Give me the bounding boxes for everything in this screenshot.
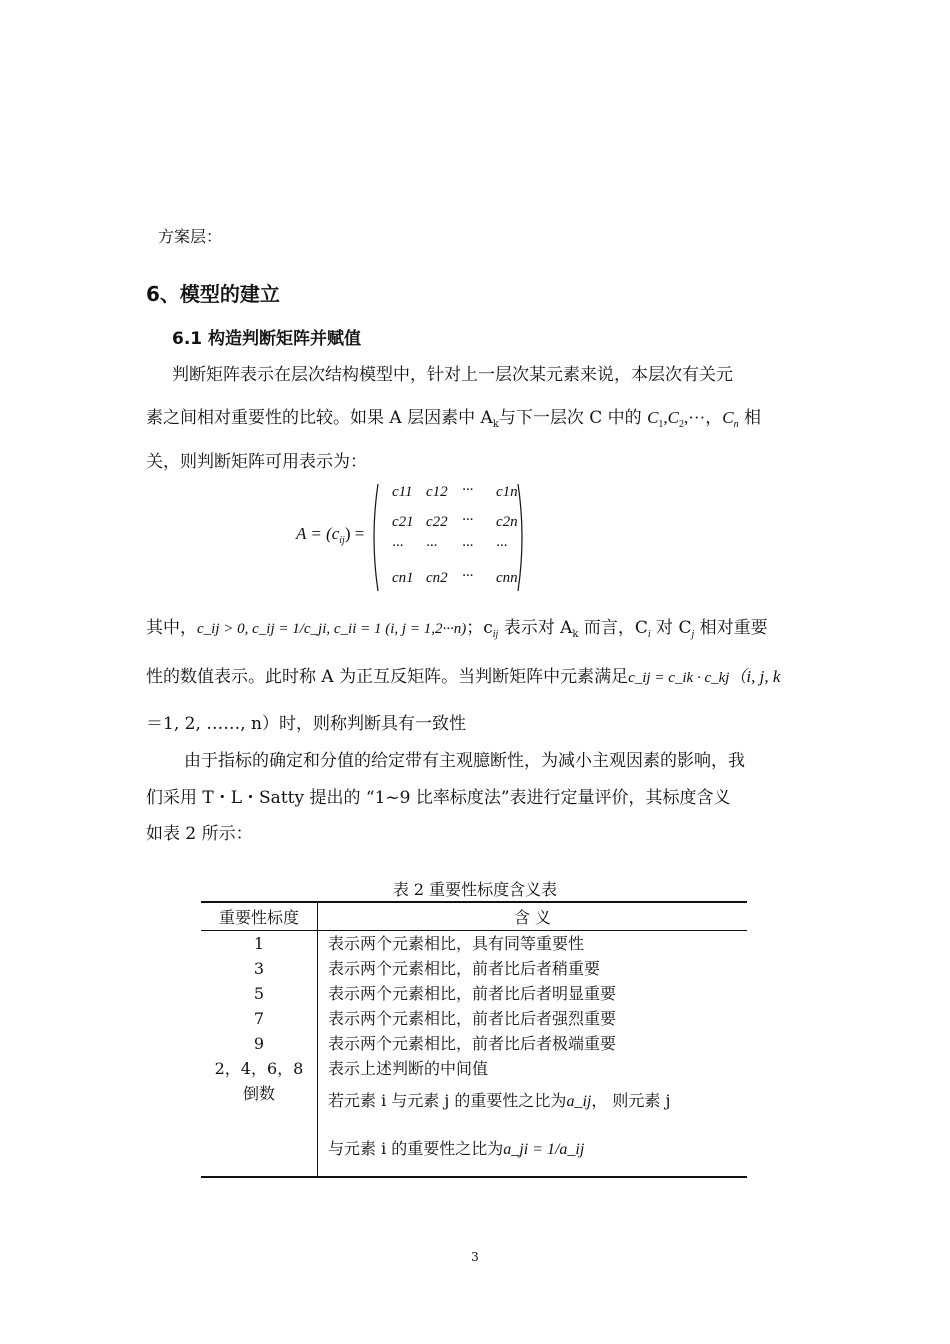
para2-line2-pre: 性的数值表示。此时称 A 为正互反矩阵。当判断矩阵中元素满足 bbox=[146, 667, 629, 687]
para1-line2 bbox=[146, 403, 761, 430]
para2-line1 bbox=[146, 613, 768, 640]
level-cell: 9 bbox=[253, 1034, 265, 1053]
level-cell: 倒数 bbox=[242, 1084, 275, 1103]
meaning-cell: 表示两个元素相比，前者比后者明显重要 bbox=[328, 984, 617, 1003]
meaning-cell: 表示两个元素相比，前者比后者极端重要 bbox=[328, 1034, 617, 1053]
reciprocal-line1-post: ， 则元素 j bbox=[591, 1091, 671, 1110]
para2-cj-sub: j bbox=[691, 629, 695, 640]
para2-line1-pre: 其中， bbox=[146, 618, 197, 638]
matrix-lhs-end: ) = bbox=[344, 524, 365, 543]
para2-line1-dui: 对 C bbox=[650, 618, 692, 638]
para3-line3: 如表 2 所示： bbox=[146, 824, 253, 844]
reciprocal-line1-pre: 若元素 i 与元素 j 的重要性之比为 bbox=[328, 1091, 567, 1110]
consistency-formula: c_ij = c_ik · c_kj bbox=[628, 670, 730, 686]
para2-ak-sub: k bbox=[572, 629, 579, 640]
matrix-cell: c12 bbox=[426, 484, 448, 500]
reciprocal-condition-formula: c_ij > 0, c_ij = 1/c_ji, c_ii = 1 (i, j = 1,2···n) bbox=[197, 621, 467, 637]
para2-line2 bbox=[146, 662, 780, 687]
meanings-column bbox=[318, 931, 748, 1178]
para2-line3: ＝1, 2, ……, n）时，则称判断具有一致性 bbox=[146, 714, 467, 734]
matrix-cell: ··· bbox=[496, 538, 508, 554]
para1-line3: 关，则判断矩阵可用表示为： bbox=[146, 452, 367, 472]
matrix-cell: ··· bbox=[462, 538, 474, 554]
scheme-label: 方案层： bbox=[158, 227, 223, 246]
levels-column bbox=[201, 931, 318, 1178]
matrix-cell: cn1 bbox=[392, 570, 414, 586]
matrix-cells bbox=[376, 480, 526, 595]
aji-formula: a_ji = 1/a_ij bbox=[503, 1141, 585, 1158]
table-body-row bbox=[201, 931, 747, 1178]
para2-ci-sub: i bbox=[647, 629, 651, 640]
para1-line1: 判断矩阵表示在层次结构模型中，针对上一层次某元素来说，本层次有关元 bbox=[172, 365, 733, 385]
section-heading: 6、模型的建立 bbox=[146, 282, 280, 306]
table-header-row bbox=[201, 902, 747, 931]
header-meaning: 含 义 bbox=[318, 902, 748, 931]
matrix-cell: ··· bbox=[462, 482, 474, 498]
matrix-cell: cn2 bbox=[426, 570, 448, 586]
matrix-lhs bbox=[296, 524, 364, 546]
reciprocal-meaning-line1 bbox=[318, 1081, 747, 1121]
matrix-lhs-text: A = (c bbox=[296, 524, 340, 543]
matrix-cell: c2n bbox=[496, 514, 518, 530]
meaning-cell: 表示上述判断的中间值 bbox=[328, 1059, 489, 1078]
para2-line1-post: 表示对 A bbox=[498, 618, 573, 638]
level-cell: 3 bbox=[253, 959, 265, 978]
level-cell: 2，4，6，8 bbox=[214, 1059, 304, 1078]
matrix-cell: ··· bbox=[426, 538, 438, 554]
para1-line2-pre: 素之间相对重要性的比较。如果 A 层因素中 A bbox=[146, 408, 493, 428]
importance-scale-table bbox=[201, 901, 747, 1178]
level-cell: 7 bbox=[253, 1009, 265, 1028]
matrix-cell: c21 bbox=[392, 514, 414, 530]
para1-line2-mid: 与下一层次 C 中的 bbox=[498, 408, 642, 428]
matrix-cell: c1n bbox=[496, 484, 518, 500]
para2-line1-end: 而言，C bbox=[578, 618, 648, 638]
level-cell: 1 bbox=[253, 934, 265, 953]
reciprocal-meaning-line2 bbox=[318, 1121, 747, 1176]
para2-cij-sub: ij bbox=[492, 629, 499, 640]
para1-line2-sub: k bbox=[492, 419, 499, 430]
meaning-cell: 表示两个元素相比，前者比后者稍重要 bbox=[328, 959, 601, 978]
c1-cn-formula: $C_1,C_2,\cdot\cdot\cdot$，$C_n$ bbox=[647, 408, 739, 430]
subsection-heading: 6.1 构造判断矩阵并赋值 bbox=[172, 329, 362, 349]
matrix-cell: c22 bbox=[426, 514, 448, 530]
para2-line1-tail: 相对重要 bbox=[694, 618, 768, 638]
matrix-cell: ··· bbox=[462, 568, 474, 584]
header-scale: 重要性标度 bbox=[201, 902, 318, 931]
table-caption: 表 2 重要性标度含义表 bbox=[392, 880, 558, 899]
matrix-cell: ··· bbox=[392, 538, 404, 554]
aij-formula: a_ij bbox=[566, 1093, 592, 1110]
meaning-cell: 表示两个元素相比，具有同等重要性 bbox=[328, 934, 585, 953]
para2-line1-mid: ；c bbox=[466, 618, 493, 638]
matrix-cell: cnn bbox=[496, 570, 518, 586]
judgment-matrix bbox=[296, 480, 536, 595]
para3-line2: 们采用 T・L・Satty 提出的 “1~9 比率标度法”表进行定量评价，其标度含义 bbox=[146, 788, 731, 808]
matrix-lhs-sub: ij bbox=[339, 535, 345, 546]
meaning-cell: 表示两个元素相比，前者比后者强烈重要 bbox=[328, 1009, 617, 1028]
reciprocal-line2-pre: 与元素 i 的重要性之比为 bbox=[328, 1139, 504, 1158]
matrix-cell: c11 bbox=[392, 484, 413, 500]
level-cell: 5 bbox=[253, 984, 265, 1003]
para2-line2-post: （i, j, k bbox=[729, 667, 781, 686]
para3-line1: 由于指标的确定和分值的给定带有主观臆断性，为减小主观因素的影响，我 bbox=[184, 751, 745, 771]
page-number: 3 bbox=[471, 1250, 479, 1264]
para1-line2-post: 相 bbox=[743, 408, 761, 428]
matrix-cell: ··· bbox=[462, 512, 474, 528]
